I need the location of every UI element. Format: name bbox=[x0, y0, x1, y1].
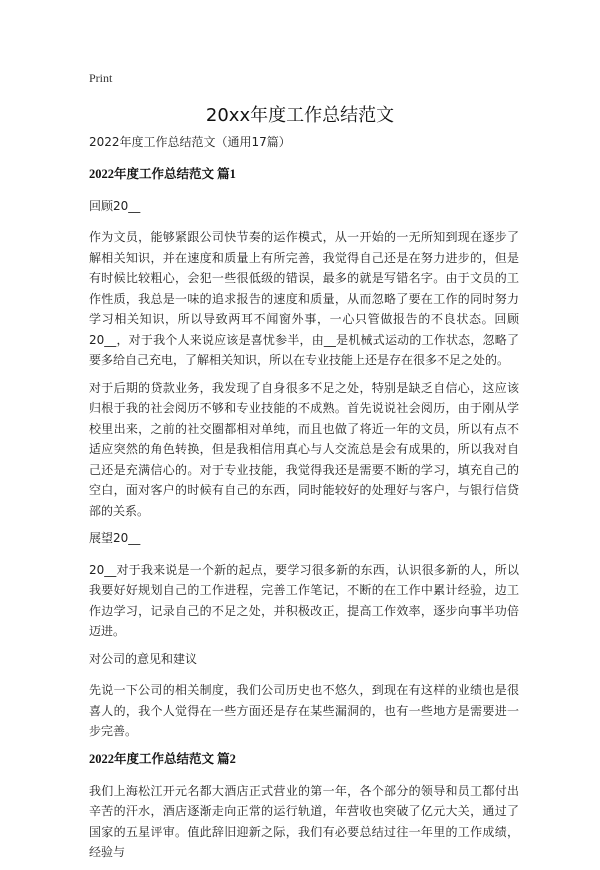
section-heading-2: 2022年度工作总结范文 篇2 bbox=[89, 751, 236, 766]
suggestion-label: 对公司的意见和建议 bbox=[89, 651, 198, 666]
paragraph: 作为文员，能够紧跟公司快节奏的运作模式，从一开始的一无所知到现在逐步了解相关知识，并在速度和质量上有所完善，我觉得自己还是在努力进步的，但是有时候比较粗心，会犯一些很低级的错误，最多的就是写错名字。由于文员的工作性质，我总是一味的追求报告的速度和质量，从而忽略了要在工作的同时努力学习相关知识，所以导致两耳不闻窗外事，一心只管做报告的不良状态。回顾20__，对于我个人来说应该是喜忧参半，由__是机械式运动的工作状态，忽略了要多给自己充电，了解相关知识，所以在专业技能上还是存在很多不足之处的。 bbox=[89, 230, 519, 367]
paragraph: 20__对于我来说是一个新的起点，要学习很多新的东西，认识很多新的人，所以我要好好规划自己的工作进程，完善工作笔记，不断的在工作中累计经验，边工作边学习，记录自己的不足之处，并积极改正，提高工作效率，逐步向事半功倍迈进。 bbox=[89, 562, 519, 638]
outlook-label: 展望20__ bbox=[89, 531, 141, 545]
document-body bbox=[89, 132, 519, 870]
intro-line: 2022年度工作总结范文（通用17篇） bbox=[89, 135, 291, 149]
section-heading-1: 2022年度工作总结范文 篇1 bbox=[89, 166, 236, 181]
review-label: 回顾20__ bbox=[89, 198, 141, 213]
document-title: 20xx年度工作总结范文 bbox=[205, 105, 395, 126]
paragraph: 我们上海松江开元名都大酒店正式营业的第一年，各个部分的领导和员工都付出辛苦的汗水，酒店逐渐走向正常的运行轨道，年营收也突破了亿元大关，通过了国家的五星评审。值此辞旧迎新之际，我们有必要总结过往一年里的工作成绩，经验与 bbox=[89, 783, 519, 859]
paragraph: 对于后期的贷款业务，我发现了自身很多不足之处，特别是缺乏自信心，这应该归根于我的社会阅历不够和专业技能的不成熟。首先说说社会阅历，由于刚从学校里出来，之前的社交圈都相对单纯，而且也做了将近一年的文员，所以有点不适应突然的角色转换，但是我相信用真心与人交流总是会有成果的，所以我对自己还是充满信心的。对于专业技能，我觉得我还是需要不断的学习，填充自己的空白，面对客户的时候有自己的东西，同时能较好的处理好与客户，与银行信贷部的关系。 bbox=[89, 380, 519, 518]
paragraph: 先说一下公司的相关制度，我们公司历史也不悠久，到现在有这样的业绩也是很喜人的，我个人觉得在一些方面还是存在某些漏洞的，也有一些地方是需要进一步完善。 bbox=[89, 683, 519, 738]
print-link[interactable]: Print bbox=[89, 71, 113, 85]
